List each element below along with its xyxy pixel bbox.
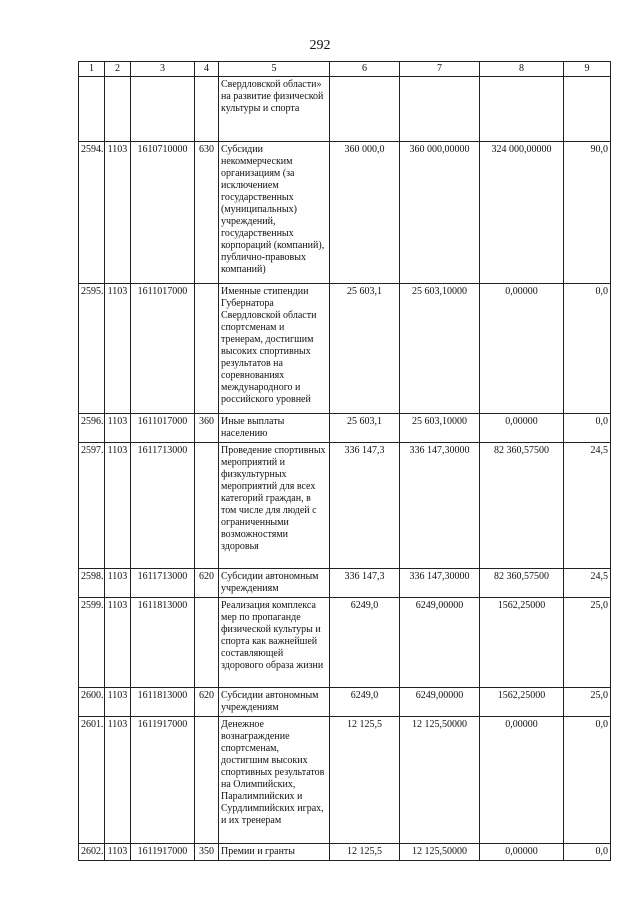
amount-cell: 0,00000 [480, 717, 564, 844]
target-item-code-cell: 1611713000 [131, 569, 195, 598]
target-item-code-cell: 1611713000 [131, 443, 195, 569]
column-header: 2 [105, 62, 131, 77]
section-code-cell: 1103 [105, 443, 131, 569]
expense-type-code-cell: 630 [195, 142, 219, 284]
expense-type-code-cell [195, 598, 219, 688]
amount-cell: 360 000,00000 [400, 142, 480, 284]
amount-cell: 25 603,1 [330, 284, 400, 414]
description-cell: Проведение спортивных мероприятий и физкультурных мероприятий для всех категорий граждан, в том числе для людей с ограниченными возможностями здоровья [219, 443, 330, 569]
table-row [79, 844, 611, 861]
target-item-code-cell: 1610710000 [131, 142, 195, 284]
amount-cell: 6249,00000 [400, 598, 480, 688]
amount-cell: 82 360,57500 [480, 443, 564, 569]
column-header: 4 [195, 62, 219, 77]
description-cell: Субсидии автономным учреждениям [219, 569, 330, 598]
budget-table [78, 61, 611, 861]
amount-cell: 6249,00000 [400, 688, 480, 717]
description-cell: Реализация комплекса мер по пропаганде физической культуры и спорта как важнейшей составляющей здорового образа жизни [219, 598, 330, 688]
row-number-cell: 2597. [79, 443, 105, 569]
expense-type-code-cell [195, 443, 219, 569]
column-header: 5 [219, 62, 330, 77]
section-code-cell: 1103 [105, 717, 131, 844]
expense-type-code-cell [195, 77, 219, 142]
percent-cell: 90,0 [564, 142, 611, 284]
amount-cell: 25 603,10000 [400, 284, 480, 414]
amount-cell: 82 360,57500 [480, 569, 564, 598]
table-row [79, 598, 611, 688]
amount-cell: 25 603,10000 [400, 414, 480, 443]
amount-cell: 0,00000 [480, 844, 564, 861]
amount-cell: 12 125,50000 [400, 717, 480, 844]
table-row [79, 443, 611, 569]
section-code-cell: 1103 [105, 844, 131, 861]
expense-type-code-cell: 350 [195, 844, 219, 861]
amount-cell: 0,00000 [480, 414, 564, 443]
amount-cell: 12 125,5 [330, 844, 400, 861]
target-item-code-cell: 1611917000 [131, 844, 195, 861]
section-code-cell: 1103 [105, 569, 131, 598]
amount-cell: 25 603,1 [330, 414, 400, 443]
amount-cell: 1562,25000 [480, 688, 564, 717]
table-row [79, 688, 611, 717]
amount-cell [400, 77, 480, 142]
percent-cell: 25,0 [564, 598, 611, 688]
amount-cell: 336 147,3 [330, 443, 400, 569]
row-number-cell [79, 77, 105, 142]
amount-cell: 324 000,00000 [480, 142, 564, 284]
amount-cell: 1562,25000 [480, 598, 564, 688]
amount-cell: 0,00000 [480, 284, 564, 414]
target-item-code-cell: 1611017000 [131, 284, 195, 414]
amount-cell [330, 77, 400, 142]
description-cell: Субсидии автономным учреждениям [219, 688, 330, 717]
percent-cell: 0,0 [564, 284, 611, 414]
section-code-cell: 1103 [105, 142, 131, 284]
description-cell: Денежное вознаграждение спортсменам, достигшим высоких спортивных результатов на Олимпийских, Паралимпийских и Сурдлимпийских играх, и их тренерам [219, 717, 330, 844]
amount-cell: 336 147,30000 [400, 569, 480, 598]
column-header: 3 [131, 62, 195, 77]
amount-cell: 336 147,30000 [400, 443, 480, 569]
row-number-cell: 2596. [79, 414, 105, 443]
row-number-cell: 2594. [79, 142, 105, 284]
percent-cell: 0,0 [564, 414, 611, 443]
table-row [79, 284, 611, 414]
percent-cell: 24,5 [564, 569, 611, 598]
amount-cell: 360 000,0 [330, 142, 400, 284]
column-header: 1 [79, 62, 105, 77]
table-row [79, 569, 611, 598]
table-row [79, 717, 611, 844]
target-item-code-cell: 1611917000 [131, 717, 195, 844]
table-row [79, 142, 611, 284]
expense-type-code-cell: 620 [195, 688, 219, 717]
description-cell: Иные выплаты населению [219, 414, 330, 443]
row-number-cell: 2600. [79, 688, 105, 717]
amount-cell: 12 125,50000 [400, 844, 480, 861]
target-item-code-cell: 1611017000 [131, 414, 195, 443]
amount-cell: 12 125,5 [330, 717, 400, 844]
row-number-cell: 2599. [79, 598, 105, 688]
percent-cell: 24,5 [564, 443, 611, 569]
description-cell: Именные стипендии Губернатора Свердловской области спортсменам и тренерам, достигшим высоких спортивных результатов на соревнованиях международного и российского уровней [219, 284, 330, 414]
expense-type-code-cell: 620 [195, 569, 219, 598]
expense-type-code-cell: 360 [195, 414, 219, 443]
section-code-cell: 1103 [105, 284, 131, 414]
column-header: 9 [564, 62, 611, 77]
table-row [79, 77, 611, 142]
amount-cell: 6249,0 [330, 598, 400, 688]
page-number: 292 [309, 38, 331, 53]
percent-cell: 25,0 [564, 688, 611, 717]
expense-type-code-cell [195, 284, 219, 414]
target-item-code-cell: 1611813000 [131, 598, 195, 688]
amount-cell [480, 77, 564, 142]
description-cell: Премии и гранты [219, 844, 330, 861]
expense-type-code-cell [195, 717, 219, 844]
table-row [79, 414, 611, 443]
description-cell: Свердловской области» на развитие физической культуры и спорта [219, 77, 330, 142]
section-code-cell: 1103 [105, 688, 131, 717]
column-header: 6 [330, 62, 400, 77]
row-number-cell: 2598. [79, 569, 105, 598]
amount-cell: 336 147,3 [330, 569, 400, 598]
target-item-code-cell: 1611813000 [131, 688, 195, 717]
header-row [79, 62, 611, 77]
percent-cell [564, 77, 611, 142]
description-cell: Субсидии некоммерческим организациям (за исключением государственных (муниципальных) учреждений, государственных корпораций (компаний), публично-правовых компаний) [219, 142, 330, 284]
amount-cell: 6249,0 [330, 688, 400, 717]
percent-cell: 0,0 [564, 717, 611, 844]
section-code-cell [105, 77, 131, 142]
section-code-cell: 1103 [105, 414, 131, 443]
percent-cell: 0,0 [564, 844, 611, 861]
target-item-code-cell [131, 77, 195, 142]
column-header: 7 [400, 62, 480, 77]
row-number-cell: 2595. [79, 284, 105, 414]
section-code-cell: 1103 [105, 598, 131, 688]
column-header: 8 [480, 62, 564, 77]
row-number-cell: 2601. [79, 717, 105, 844]
row-number-cell: 2602. [79, 844, 105, 861]
